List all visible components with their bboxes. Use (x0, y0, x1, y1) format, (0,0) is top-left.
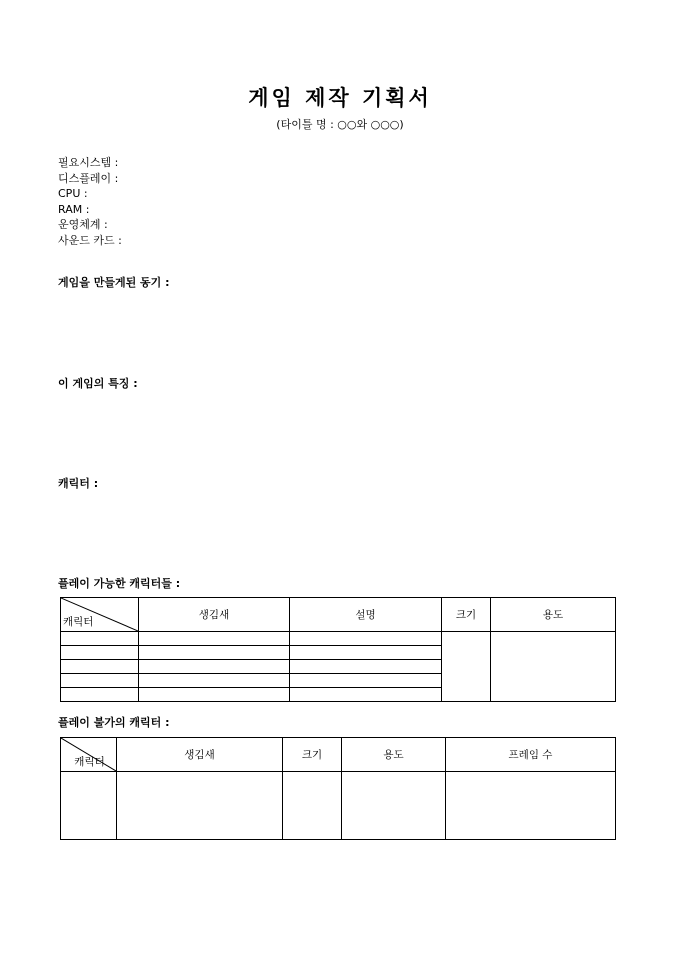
table-cell[interactable] (290, 660, 442, 674)
document-title: 게임 제작 기획서 (248, 85, 432, 110)
header-appearance: 생김새 (139, 598, 290, 632)
header-appearance: 생김새 (117, 738, 283, 772)
table-cell[interactable] (342, 772, 446, 840)
section-nonplayable: 플레이 불가의 캐릭터 : (58, 716, 170, 729)
spec-system: 필요시스템 : (58, 156, 119, 169)
spec-sound-card: 사운드 카드 : (58, 233, 122, 247)
table-cell[interactable] (139, 674, 290, 688)
table-header-row (61, 598, 616, 632)
spec-os: 운영체계 : (58, 218, 108, 232)
section-characters: 캐릭터 : (58, 477, 99, 490)
table-cell[interactable] (290, 688, 442, 702)
header-character: 캐릭터 (61, 738, 117, 772)
spec-ram: RAM : (58, 202, 90, 216)
system-requirements (58, 155, 122, 249)
header-description: 설명 (290, 598, 442, 632)
table-row (61, 772, 616, 840)
table-cell[interactable] (61, 660, 139, 674)
header-usage: 용도 (342, 738, 446, 772)
table-cell[interactable] (61, 772, 117, 840)
table-row (61, 632, 616, 646)
table-cell[interactable] (139, 632, 290, 646)
header-character: 캐릭터 (61, 598, 139, 632)
table-cell[interactable] (283, 772, 342, 840)
playable-characters-table (60, 597, 616, 702)
table-cell[interactable] (117, 772, 283, 840)
section-motive: 게임을 만들게된 동기 : (58, 276, 170, 289)
table-cell[interactable] (139, 646, 290, 660)
table-cell[interactable] (290, 674, 442, 688)
header-frame-count: 프레임 수 (446, 738, 616, 772)
table-cell[interactable] (61, 646, 139, 660)
header-size: 크기 (283, 738, 342, 772)
header-size: 크기 (442, 598, 491, 632)
section-features: 이 게임의 특징 : (58, 377, 138, 390)
nonplayable-characters-table (60, 737, 616, 840)
spec-cpu: CPU : (58, 187, 88, 201)
spec-display: 디스플레이 : (58, 171, 119, 185)
table-cell[interactable] (446, 772, 616, 840)
table-cell-usage[interactable] (491, 632, 616, 702)
document-subtitle: (타이틀 명 : ○○와 ○○○) (276, 118, 404, 131)
table-cell[interactable] (61, 688, 139, 702)
table-cell[interactable] (139, 688, 290, 702)
header-usage: 용도 (491, 598, 616, 632)
table-cell[interactable] (290, 632, 442, 646)
table-cell[interactable] (139, 660, 290, 674)
table-cell[interactable] (290, 646, 442, 660)
section-playable: 플레이 가능한 캐릭터들 : (58, 577, 181, 590)
table-cell[interactable] (61, 674, 139, 688)
table-cell[interactable] (61, 632, 139, 646)
table-header-row (61, 738, 616, 772)
table-cell-size[interactable] (442, 632, 491, 702)
